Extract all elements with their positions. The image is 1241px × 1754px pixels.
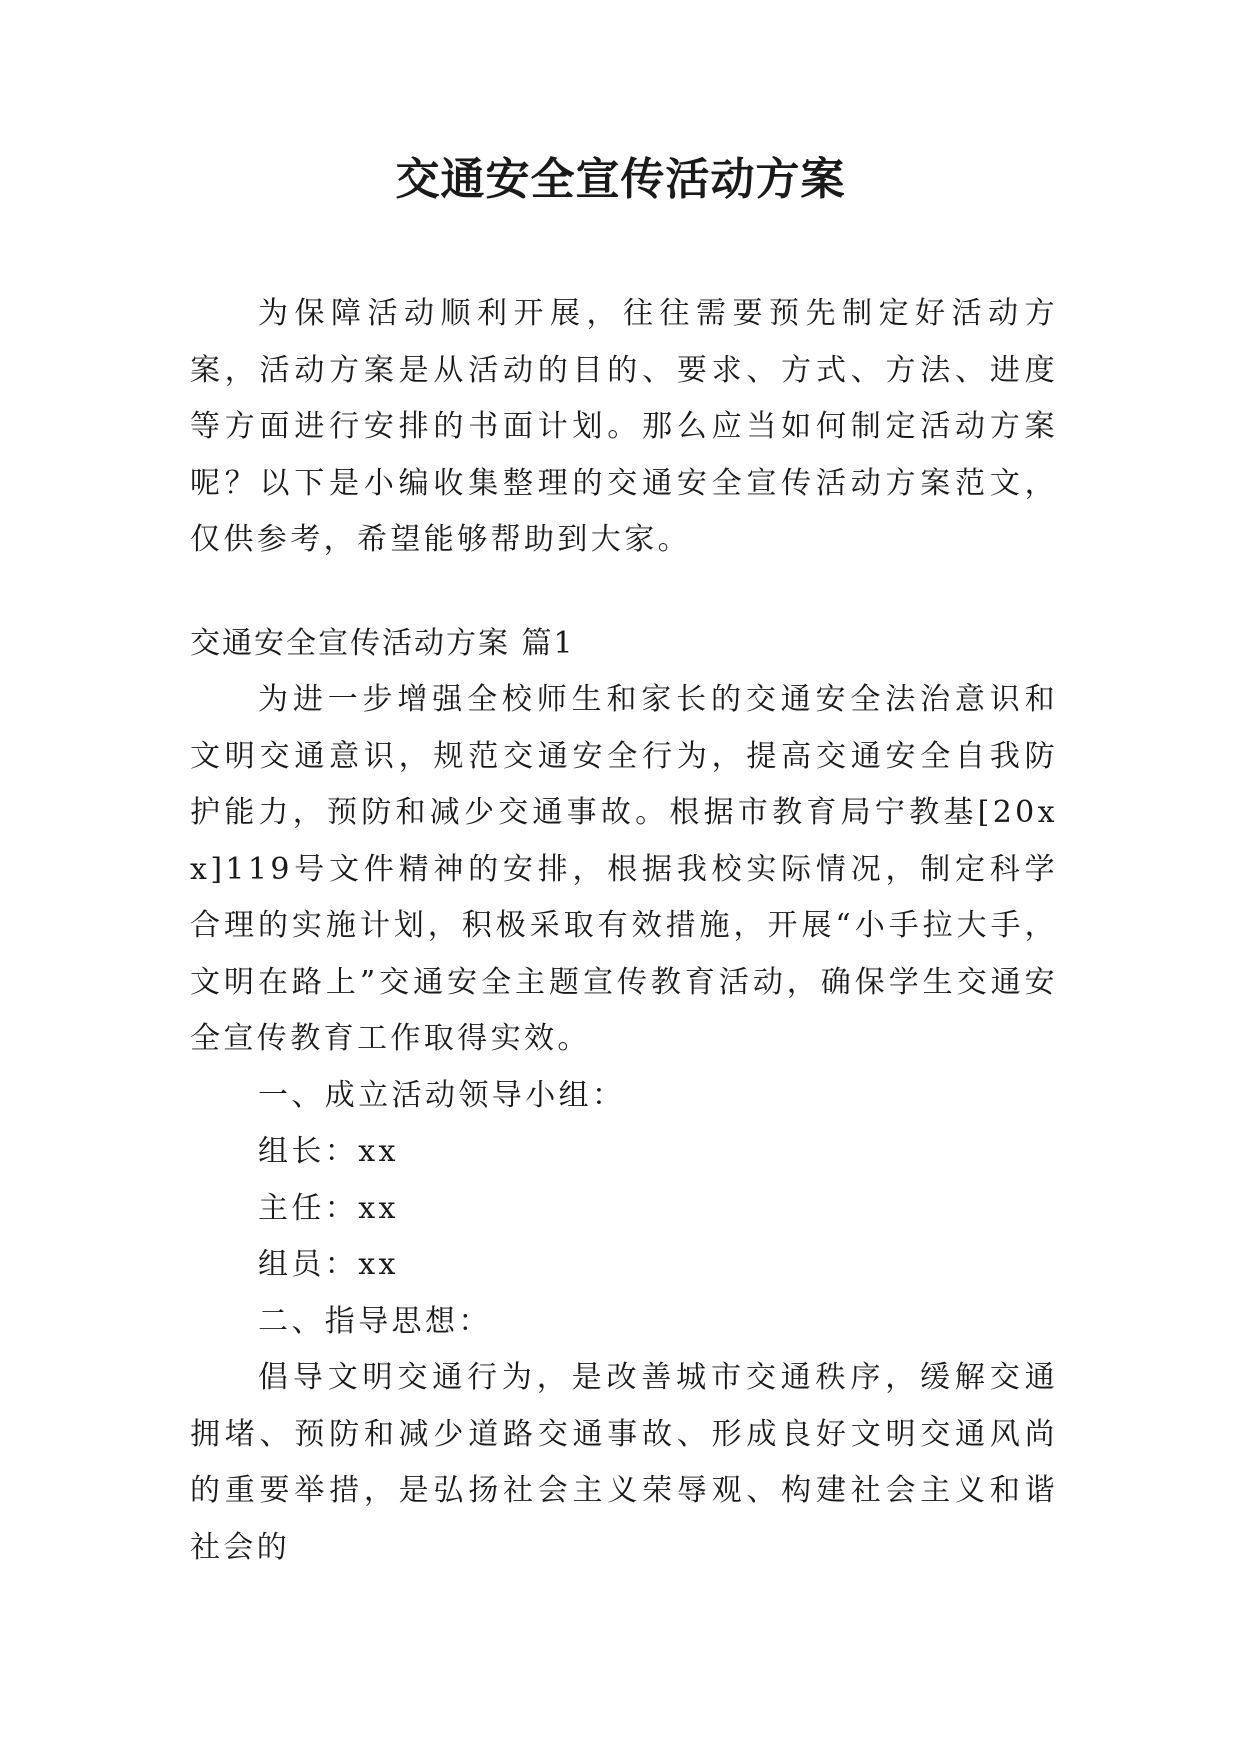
body-paragraph: 倡导文明交通行为，是改善城市交通秩序，缓解交通拥堵、预防和减少道路交通事故、形成良好文明交通风尚的重要举措，是弘扬社会主义荣辱观、构建社会主义和谐社会的 — [190, 1360, 1058, 1565]
group-leader-line: 组长：xx — [258, 1134, 399, 1169]
document-body — [190, 286, 1058, 1576]
member-line: 组员：xx — [258, 1247, 399, 1282]
director-line: 主任：xx — [258, 1190, 399, 1226]
body-paragraph: 为进一步增强全校师生和家长的交通安全法治意识和文明交通意识，规范交通安全行为，提高交通安全自我防护能力，预防和减少交通事故。根据市教育局宁教基[20xx]119号文件精神的安排，根据我校实际情况，制定科学合理的实施计划，积极采取有效措施，开展“小手拉大手，文明在路上”交通安全主题宣传教育活动，确保学生交通安全宣传教育工作取得实效。 — [190, 682, 1058, 1056]
subheading-guiding-ideology: 二、指导思想： — [258, 1303, 492, 1339]
subheading-leadership-group: 一、成立活动领导小组： — [258, 1077, 626, 1113]
intro-paragraph: 为保障活动顺利开展，往往需要预先制定好活动方案，活动方案是从活动的目的、要求、方式、方法、进度等方面进行安排的书面计划。那么应当如何制定活动方案呢？以下是小编收集整理的交通安全宣传活动方案范文，仅供参考，希望能够帮助到大家。 — [190, 296, 1058, 557]
document-title: 交通安全宣传活动方案 — [395, 154, 846, 205]
section-heading: 交通安全宣传活动方案 篇1 — [190, 625, 575, 661]
